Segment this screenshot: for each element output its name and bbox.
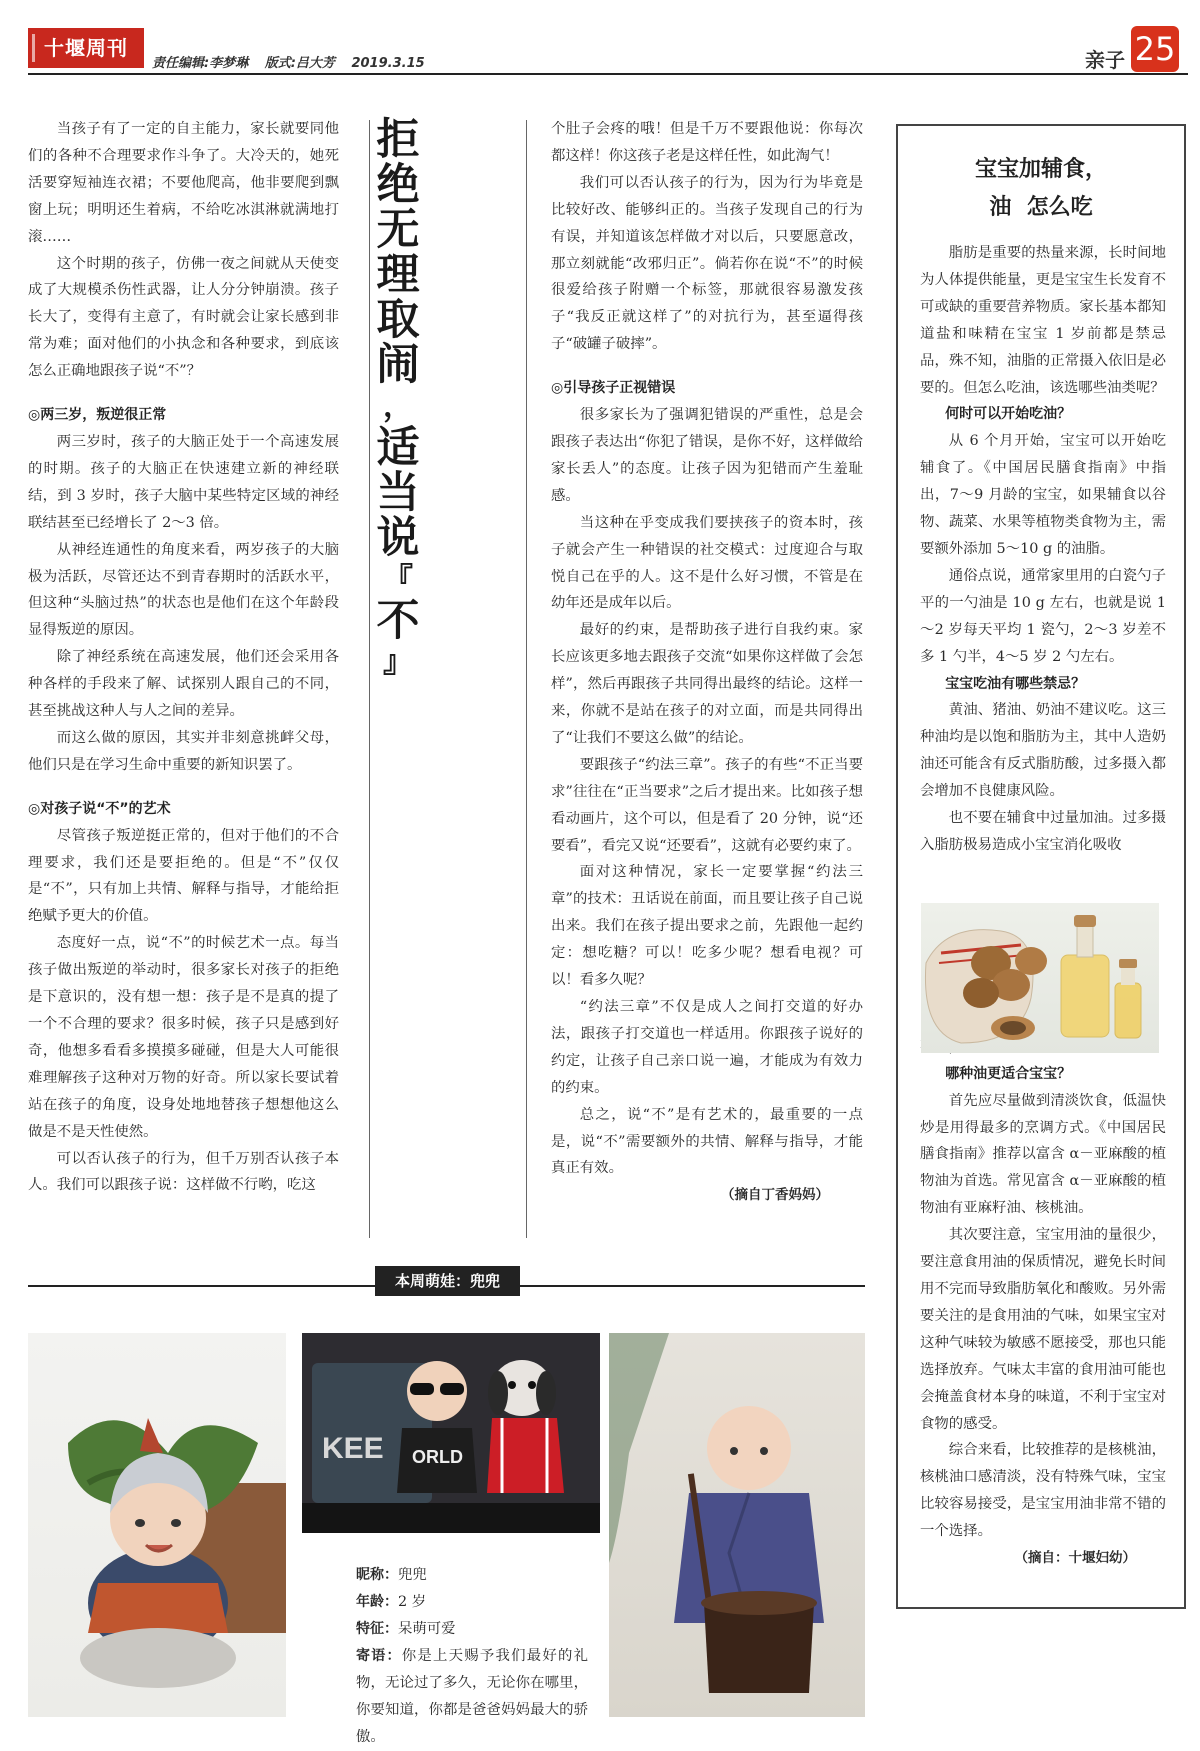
layout-credit: 版式:吕大芳 xyxy=(264,56,335,71)
nickname-value: 兜兜 xyxy=(398,1567,427,1583)
paragraph: 最好的约束，是帮助孩子进行自我约束。家长应该更多地去跟孩子交流“如果你这样做了会怎样”，然后再跟孩子共同得出最终的结论。这样一来，你就不是站在孩子的对立面，而是共同得出了“让我们不要这么做”的结论。 xyxy=(551,622,863,746)
issue-date: 2019.3.15 xyxy=(351,56,425,71)
sidebar-title-line: 油 怎么吃 xyxy=(989,194,1093,220)
article-column-2 xyxy=(551,116,863,1209)
headline-char: 绝 xyxy=(376,160,420,210)
paragraph: 面对这种情况，家长一定要掌握“约法三章”的技术：丑话说在前面，而且要让孩子自己说出来。我们在孩子提出要求之前，先跟他一起约定：想吃糖？可以！吃多少呢？想看电视？可以！看多久呢？ xyxy=(551,864,863,989)
headline-char: 取 xyxy=(376,295,420,345)
baby-photo-monk xyxy=(609,1333,865,1717)
paragraph: 其次要注意，宝宝用油的量很少，要注意食用油的保质情况，避免长时间用不完而导致脂肪氧化和酸败。另外需要关注的是食用油的气味，如果宝宝对这种气味较为敏感不愿接受，那也只能选择放弃。气味太丰富的食用油可能也会掩盖食材本身的味道，不利于宝宝对食物的感受。 xyxy=(920,1227,1166,1432)
paragraph: 很多家长为了强调犯错误的严重性，总是会跟孩子表达出“你犯了错误，是你不好，这样做给家长丢人”的态度。让孩子因为犯错而产生羞耻感。 xyxy=(551,407,863,504)
article-column-1 xyxy=(28,116,339,1199)
paragraph: 黄油、猪油、奶油不建议吃。这三种油均是以饱和脂肪为主，其中人造奶油还可能含有反式脂肪酸，过多摄入都会增加不良健康风险。 xyxy=(920,702,1166,800)
baby-info xyxy=(356,1562,588,1751)
baby-photo-dog xyxy=(302,1333,600,1533)
headline-char: 适 xyxy=(376,423,420,473)
age-value: 2 岁 xyxy=(398,1594,427,1610)
editor-credit: 责任编辑:李梦琳 xyxy=(152,56,249,71)
trait-value: 呆萌可爱 xyxy=(398,1621,456,1637)
trait-label: 特征： xyxy=(356,1621,398,1637)
headline-char: 说 xyxy=(376,513,420,563)
shirt-text: ORLD xyxy=(412,1447,463,1467)
section-heading: ◎两三岁，叛逆很正常 xyxy=(28,407,167,424)
walnut-oil-photo xyxy=(921,903,1159,1053)
paragraph: 综合来看，比较推荐的是核桃油，核桃油口感清淡，没有特殊气味，宝宝比较容易接受，是宝宝用油非常不错的一个选择。 xyxy=(920,1442,1166,1540)
article-source: （摘自丁香妈妈） xyxy=(721,1187,829,1204)
paragraph: 个肚子会疼的哦！但是千万不要跟他说：你每次都这样！你这孩子老是这样任性，如此淘气！ xyxy=(551,121,863,164)
sidebar-title xyxy=(896,150,1186,226)
byline xyxy=(152,52,437,71)
headline-char: 理 xyxy=(376,250,420,300)
headline-char: 无 xyxy=(376,205,420,255)
paragraph: 可以否认孩子的行为，但千万别否认孩子本人。我们可以跟孩子说：这样做不行哟，吃这 xyxy=(28,1150,339,1194)
paragraph: 除了神经系统在高速发展，他们还会采用各种各样的手段来了解、试探别人跟自己的不同，甚至挑战这种人与人之间的差异。 xyxy=(28,649,339,720)
paragraph: 首先应尽量做到清淡饮食，低温快炒是用得最多的烹调方式。《中国居民膳食指南》推荐以富含 α－亚麻酸的植物油为首选。常见富含 α－亚麻酸的植物油有亚麻籽油、核桃油。 xyxy=(920,1092,1166,1217)
sidebar-question: 哪种油更适合宝宝？ xyxy=(945,1065,1072,1082)
paragraph: 这个时期的孩子，仿佛一夜之间就从天使变成了大规模杀伤性武器，让人分分钟崩溃。孩子长大了，变得有主意了，有时就会让家长感到非常为难；面对他们的小执念和各种要求，到底该怎么正确地跟孩子说“不”？ xyxy=(28,255,339,380)
sidebar-question: 何时可以开始吃油？ xyxy=(945,406,1072,423)
headline-char: 』 xyxy=(383,645,413,680)
section-name: 亲子 xyxy=(1085,48,1125,72)
paragraph: “约法三章”不仅是成人之间打交道的好办法，跟孩子打交道也一样适用。你跟孩子说好的约定，让孩子自己亲口说一遍，才能成为有效力的约束。 xyxy=(551,999,863,1096)
section-heading: ◎引导孩子正视错误 xyxy=(551,380,676,397)
age-label: 年龄： xyxy=(356,1594,398,1610)
paragraph: 两三岁时，孩子的大脑正处于一个高速发展的时期。孩子的大脑正在快速建立新的神经联结，到 3 岁时，孩子大脑中某些特定区域的神经联结甚至已经增长了 2～3 倍。 xyxy=(28,433,339,531)
paragraph: 通俗点说，通常家里用的白瓷勺子平的一勺油是 10 g 左右，也就是说 1～2 岁每天平均 1 瓷勺，2～3 岁差不多 1 勺半，4～5 岁 2 勺左右。 xyxy=(920,567,1166,665)
column-divider xyxy=(526,120,527,1238)
headline-char: 不 xyxy=(376,596,420,646)
headline-char: 『 xyxy=(383,562,413,597)
message-label: 寄语： xyxy=(356,1648,402,1664)
paragraph: 当这种在乎变成我们要挟孩子的资本时，孩子就会产生一种错误的社交模式：过度迎合与取悦自己在乎的人。这不是什么好习惯，不管是在幼年还是成年以后。 xyxy=(551,514,863,612)
paragraph: 要跟孩子“约法三章”。孩子的有些“不正当要求”往往在“正当要求”之后才提出来。比如孩子想看动画片，这个可以，但是看了 20 分钟，说“还要看”，看完又说“还要看”，这就有必要约束了。 xyxy=(551,756,863,854)
paragraph: 当孩子有了一定的自主能力，家长就要同他们的各种不合理要求作斗争了。大冷天的，她死活要穿短袖连衣裙；不要他爬高，他非要爬到飘窗上玩；明明还生着病，不给吃冰淇淋就满地打滚…… xyxy=(28,121,339,245)
headline-char: 拒 xyxy=(376,115,420,165)
headline-char: ， xyxy=(383,389,413,424)
masthead-logo: 十堰周刊 xyxy=(28,28,144,68)
baby-photo-plant xyxy=(28,1333,286,1717)
paragraph: 也不要在辅食中过量加油。过多摄入脂肪极易造成小宝宝消化吸收 xyxy=(920,810,1166,853)
paragraph: 尽管孩子叛逆挺正常的，但对于他们的不合理要求，我们还是要拒绝的。但是“不”仅仅是“不”，只有加上共情、解释与指导，才能给拒绝赋予更大的价值。 xyxy=(28,827,339,925)
nickname-label: 昵称： xyxy=(356,1567,398,1583)
paragraph: 从神经连通性的角度来看，两岁孩子的大脑极为活跃，尽管还达不到青春期时的活跃水平，但这种“头脑过热”的状态也是他们在这个年龄段显得叛逆的原因。 xyxy=(28,541,339,639)
paragraph: 总之，说“不”是有艺术的，最重要的一点是，说“不”需要额外的共情、解释与指导，才能真正有效。 xyxy=(551,1106,863,1177)
paragraph: 脂肪是重要的热量来源，长时间地为人体提供能量，更是宝宝生长发育不可或缺的重要营养物质。家长基本都知道盐和味精在宝宝 1 岁前都是禁忌品，殊不知，油脂的正常摄入依旧是必要的。但怎么吃油，该选哪些油类呢？ xyxy=(920,245,1166,396)
sidebar-title-line: 宝宝加辅食， xyxy=(974,156,1107,182)
page-number: 25 xyxy=(1131,26,1179,72)
paragraph: 态度好一点，说“不”的时候艺术一点。每当孩子做出叛逆的举动时，很多家长对孩子的拒绝是下意识的，没有想一想：孩子是不是真的提了一个不合理的要求？很多时候，孩子只是感到好奇，他想多看看多摸摸多碰碰，但是大人可能很难理解孩子这种对万物的好奇。所以家长要试着站在孩子的角度，设身处地地替孩子想想他这么做是不是天性使然。 xyxy=(28,935,339,1140)
headline-char: 闹 xyxy=(376,340,420,390)
headline-char: 当 xyxy=(376,468,420,518)
baby-section-label: 本周萌娃：兜兜 xyxy=(375,1266,520,1296)
header-rule xyxy=(28,73,1188,75)
paragraph: 我们可以否认孩子的行为，因为行为毕竟是比较好改、能够纠正的。当孩子发现自己的行为有误，并知道该怎样做才对以后，只要愿意改，那立刻就能“改邪归正”。倘若你在说“不”的时候很爱给孩子附赠一个标签，那就很容易激发孩子“我反正就这样了”的对抗行为，甚至逼得孩子“破罐子破摔”。 xyxy=(551,174,863,353)
paragraph: 从 6 个月开始，宝宝可以开始吃辅食了。《中国居民膳食指南》中指出，7～9 月龄的宝宝，如果辅食以谷物、蔬菜、水果等植物类食物为主，需要额外添加 5～10 g 的油脂。 xyxy=(920,433,1166,557)
message-value: 你是上天赐予我们最好的礼物，无论过了多久，无论你在哪里，你要知道，你都是爸爸妈妈最大的骄傲。 xyxy=(356,1648,588,1745)
sign-text: KEE xyxy=(322,1432,384,1465)
sidebar-question: 宝宝吃油有哪些禁忌？ xyxy=(945,675,1086,692)
sidebar-source: （摘自：十堰妇幼） xyxy=(1014,1550,1136,1567)
section-heading: ◎对孩子说“不”的艺术 xyxy=(28,800,171,817)
article-headline xyxy=(369,115,427,682)
paragraph: 而这么做的原因，其实并非刻意挑衅父母，他们只是在学习生命中重要的新知识罢了。 xyxy=(28,729,339,773)
